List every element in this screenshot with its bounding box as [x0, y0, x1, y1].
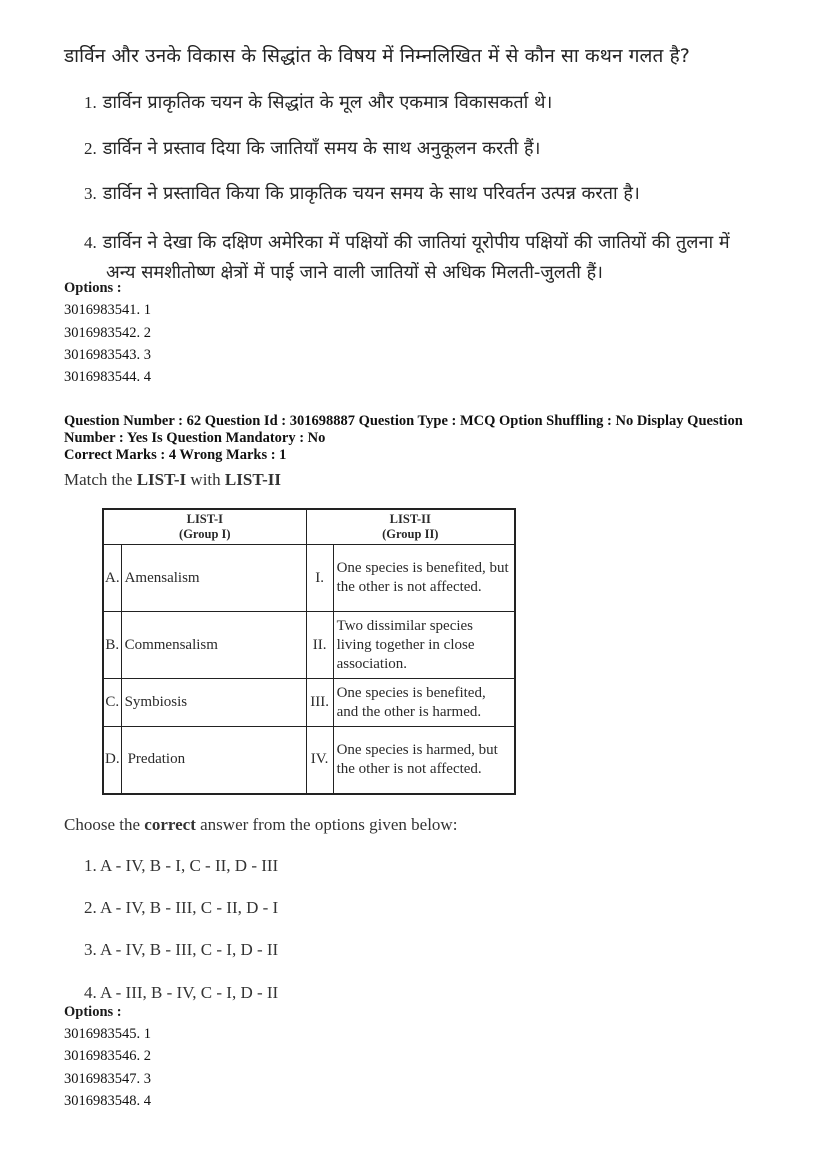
row-roman: II. — [306, 612, 333, 679]
choose-prefix: Choose the — [64, 815, 145, 834]
question-meta-line-3: Correct Marks : 4 Wrong Marks : 1 — [64, 447, 287, 463]
row-description: One species is benefited, and the other is harmed. — [333, 679, 515, 727]
choice-text: डार्विन ने प्रस्ताव दिया कि जातियाँ समय के साथ अनुकूलन करती हैं। — [102, 138, 541, 159]
choice-text-continued: अन्य समशीतोष्ण क्षेत्रों में पाई जाने वाली जातियों से अधिक मिलती-जुलती हैं। — [106, 262, 603, 283]
row-roman: III. — [306, 679, 333, 727]
row-term: Commensalism — [121, 612, 306, 679]
choice-number: 1. — [84, 93, 97, 112]
match-table — [102, 508, 516, 795]
table-row — [103, 545, 515, 612]
choice-number: 3. — [84, 184, 97, 203]
row-roman: I. — [306, 545, 333, 612]
match-heading — [64, 470, 281, 490]
row-roman: IV. — [306, 727, 333, 794]
list2-title: LIST-II — [389, 512, 431, 526]
option-id-line: 3016983546. 2 — [64, 1048, 151, 1064]
option-id-line: 3016983547. 3 — [64, 1071, 151, 1087]
question-stem-hindi: डार्विन और उनके विकास के सिद्धांत के विषय में निम्नलिखित में से कौन सा कथन गलत है? — [64, 45, 690, 67]
row-description: One species is benefited, but the other is not affected. — [333, 545, 515, 612]
hindi-choice-3 — [84, 181, 640, 205]
options-label: Options : — [64, 280, 122, 296]
option-id-line: 3016983548. 4 — [64, 1093, 151, 1109]
list2-subtitle: (Group II) — [382, 527, 439, 541]
choose-bold: correct — [144, 815, 196, 834]
row-term: Amensalism — [121, 545, 306, 612]
answer-choice-2: 2. A - IV, B - III, C - II, D - I — [84, 898, 279, 917]
hindi-choice-1 — [84, 90, 552, 114]
option-id-line: 3016983543. 3 — [64, 347, 151, 363]
row-description: Two dissimilar species living together in close association. — [333, 612, 515, 679]
choose-instruction — [64, 815, 457, 835]
table-row — [103, 612, 515, 679]
row-description: One species is harmed, but the other is not affected. — [333, 727, 515, 794]
table-row — [103, 727, 515, 794]
match-mid: with — [186, 470, 225, 489]
row-label: D. — [103, 727, 121, 794]
option-id-line: 3016983544. 4 — [64, 369, 151, 385]
row-label: C. — [103, 679, 121, 727]
row-term: Symbiosis — [121, 679, 306, 727]
list1-subtitle: (Group I) — [179, 527, 231, 541]
list1-header — [103, 509, 306, 545]
option-id-line: 3016983545. 1 — [64, 1026, 151, 1042]
choice-text: डार्विन ने देखा कि दक्षिण अमेरिका में पक्षियों की जातियां यूरोपीय पक्षियों की जातियों की तुलना में — [102, 232, 730, 253]
choice-number: 2. — [84, 139, 97, 158]
table-header-row — [103, 509, 515, 545]
hindi-choice-2 — [84, 136, 540, 160]
table-row — [103, 679, 515, 727]
list1-title: LIST-I — [186, 512, 223, 526]
answer-choice-4: 4. A - III, B - IV, C - I, D - II — [84, 983, 279, 1002]
row-label: B. — [103, 612, 121, 679]
option-id-line: 3016983541. 1 — [64, 302, 151, 318]
match-list1: LIST-I — [136, 470, 187, 489]
match-prefix: Match the — [64, 470, 137, 489]
answer-choice-3: 3. A - IV, B - III, C - I, D - II — [84, 940, 279, 959]
choose-suffix: answer from the options given below: — [195, 815, 458, 834]
question-meta-line-1: Question Number : 62 Question Id : 301698887 Question Type : MCQ Option Shuffling : No Display Question — [64, 413, 743, 429]
choice-text: डार्विन ने प्रस्तावित किया कि प्राकृतिक चयन समय के साथ परिवर्तन उत्पन्न करता है। — [102, 183, 640, 204]
choice-number: 4. — [84, 233, 97, 252]
question-meta — [64, 413, 784, 464]
choice-text: डार्विन प्राकृतिक चयन के सिद्धांत के मूल और एकमात्र विकासकर्ता थे। — [102, 92, 553, 113]
options-label: Options : — [64, 1004, 122, 1020]
option-id-line: 3016983542. 2 — [64, 325, 151, 341]
answer-choice-1: 1. A - IV, B - I, C - II, D - III — [84, 856, 279, 875]
list2-header — [306, 509, 515, 545]
match-list2: LIST-II — [224, 470, 281, 489]
row-term: Predation — [121, 727, 306, 794]
question-meta-line-2: Number : Yes Is Question Mandatory : No — [64, 430, 326, 446]
row-label: A. — [103, 545, 121, 612]
hindi-choice-4 — [84, 228, 784, 288]
